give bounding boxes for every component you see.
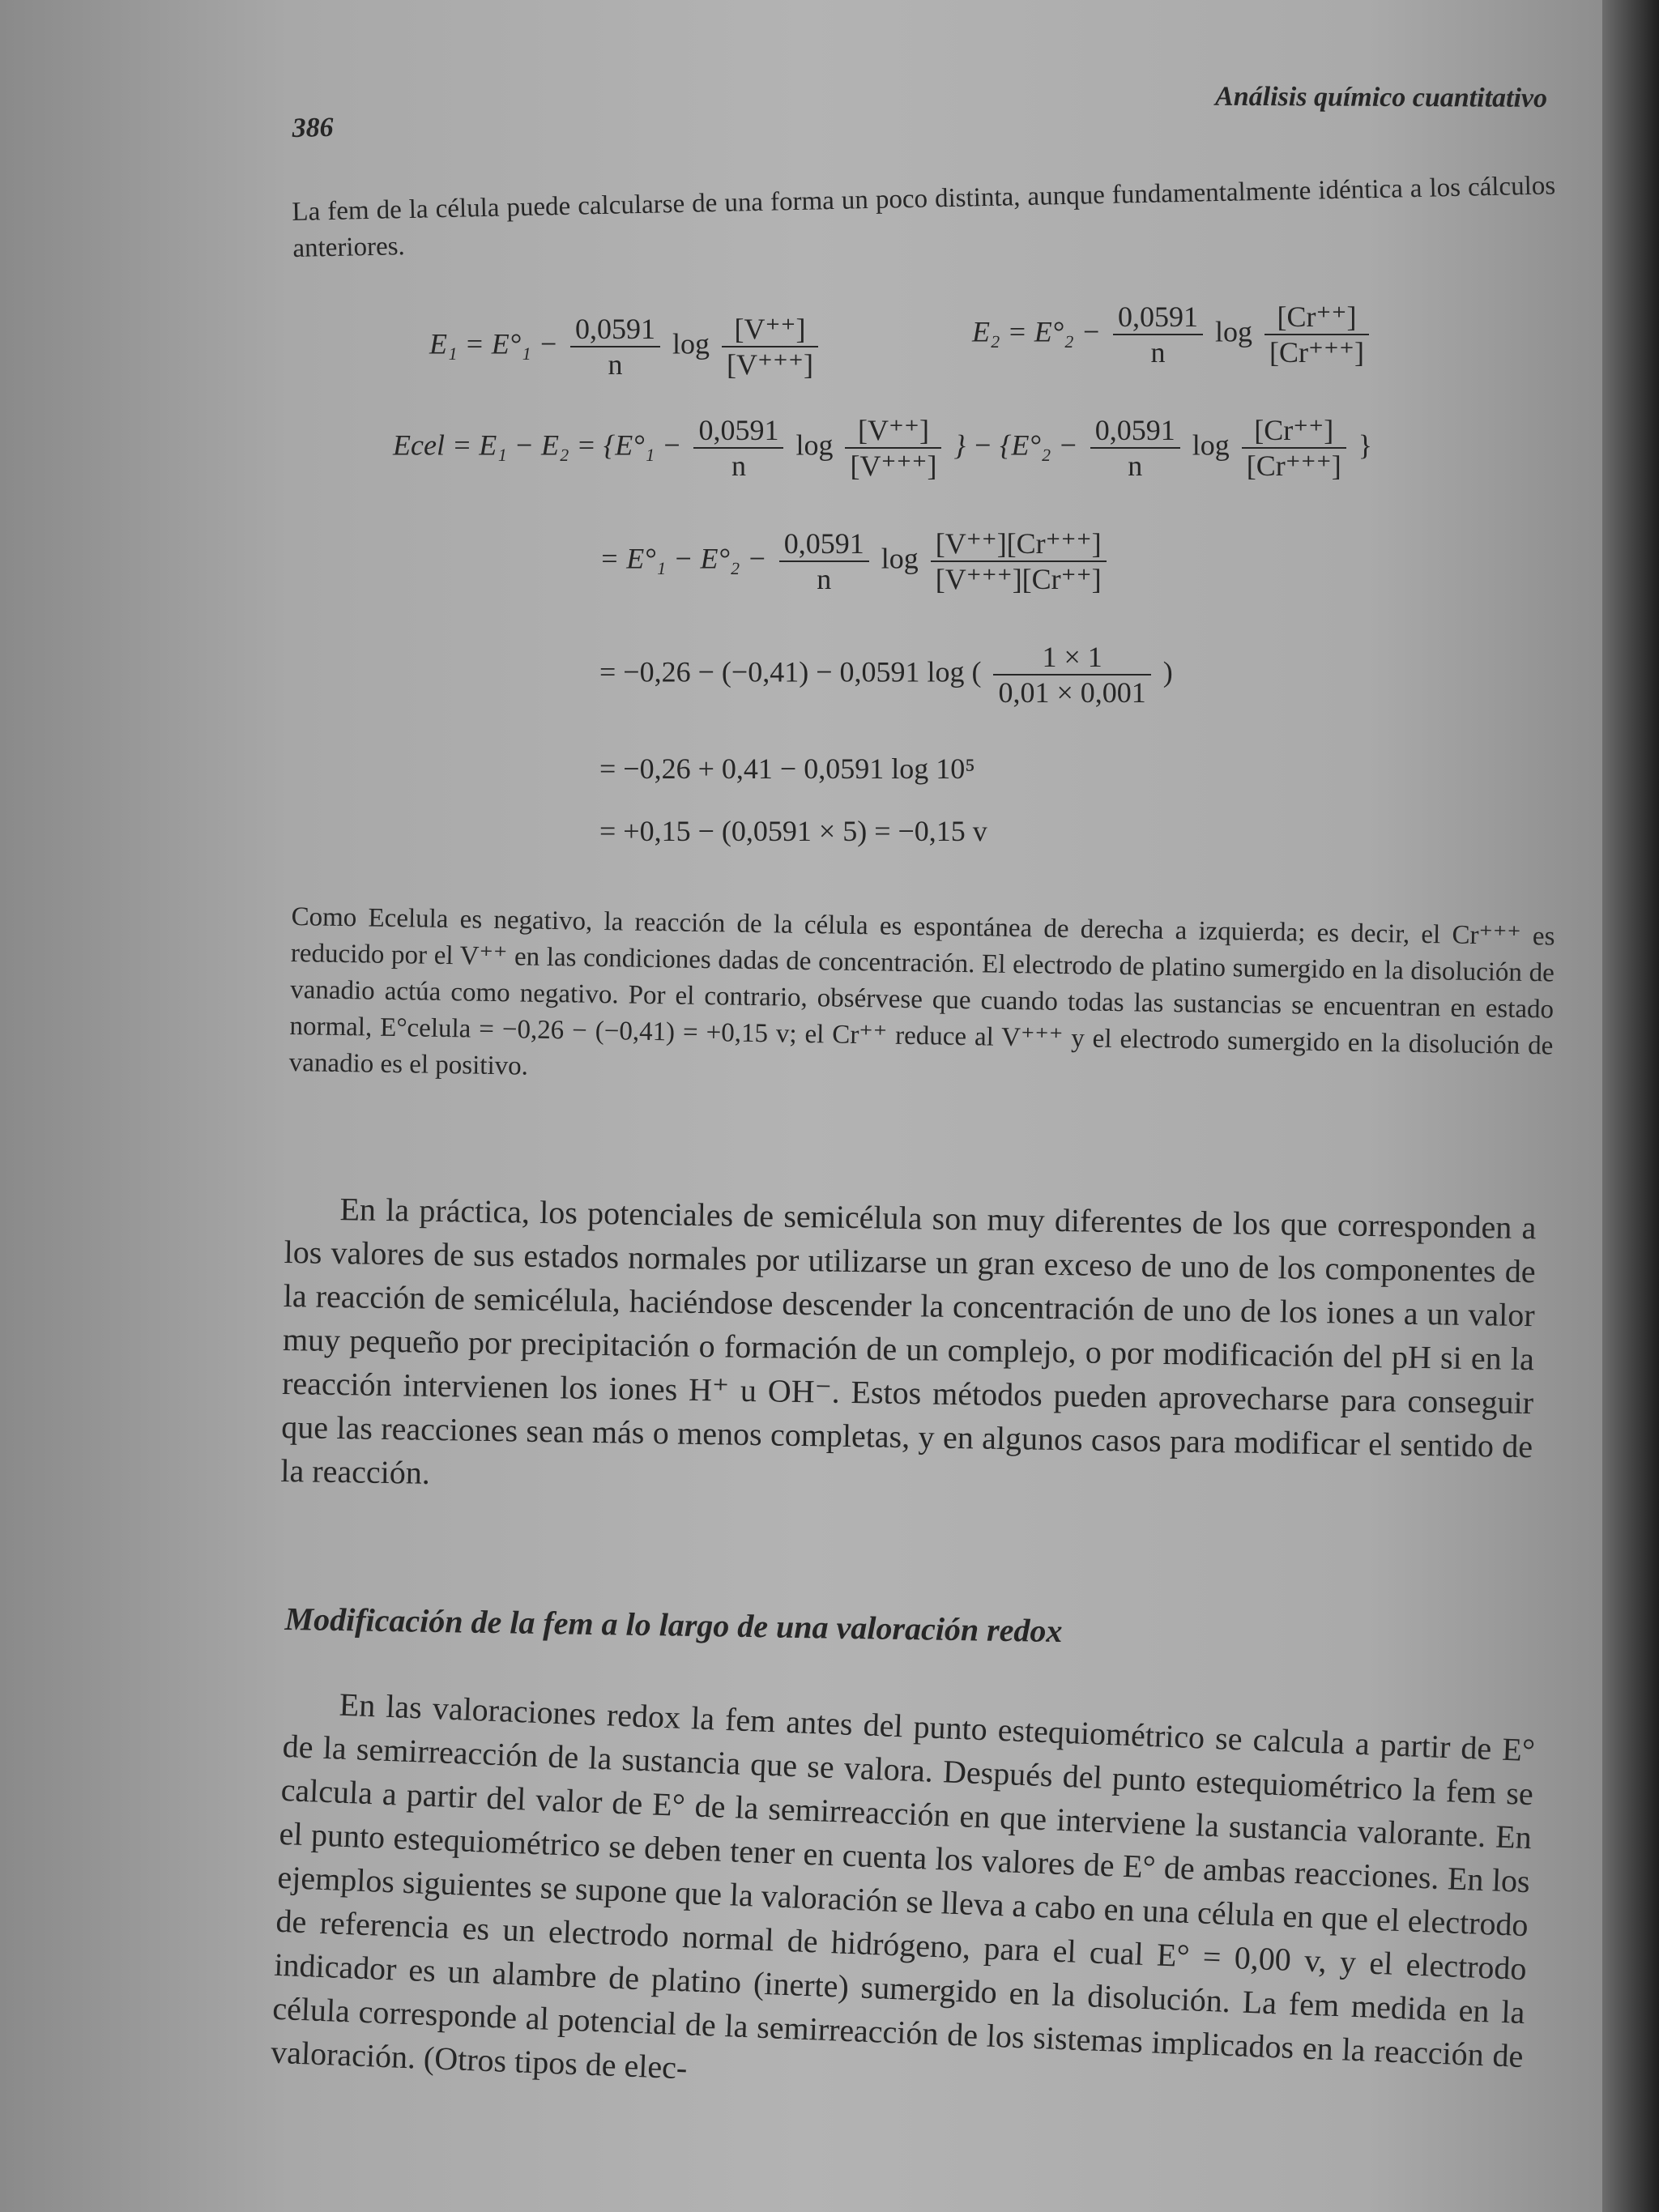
paragraph-practica: En la práctica, los potenciales de semicélula son muy diferentes de los que corresponden a los valores de sus estados normales por utilizarse un gran exceso de uno de los componentes de la reacción de semicélula, haciéndose descender la concentración de uno de los iones a un valor muy pequeño por precipitación o formación de un complejo, o por modificación del pH si en la reacción intervienen los iones H⁺ u OH⁻. Estos métodos pueden aprovecharse para conseguir que las reacciones sean más o menos completas, y en algunos casos para modificar el sentido de la reacción. xyxy=(280,1191,1537,1491)
e1-fraction: $\frac{[V^{++}]}{[V^{+++}]}$ xyxy=(722,312,818,381)
e1-coefficient: $\frac{0,0591}{n}$ xyxy=(570,312,660,381)
paragraph-valoraciones: En las valoraciones redox la fem antes del punto estequiométrico se calcula a partir de E° de la semirreacción de la sustancia que se valora. Después del punto estequiométrico la fem se calcula a partir del valor de E° de la semirreacción en que interviene la sustancia valorante. En el punto estequiométrico se deben tener en cuenta los valores de E° de ambas reacciones. En los ejemplos siguientes se supone que la valoración se lleva a cabo en una célula en que el electrodo de referencia es un electrodo normal de hidrógeno, para el cual E° = 0,00 v, y el electrodo indicador es un alambre de platino (inerte) sumergido en la disolución. La fem medida en la célula corresponde al potencial de la semirreacción de los sistemas implicados en la reacción de valoración. (Otros tipos de elec- xyxy=(270,1686,1536,2086)
equation-step-2: = −0,26 − (−0,41) − 0,0591 log ( $\frac{1 \times 1}{0,01 \times 0,001}$ ) xyxy=(599,641,1173,709)
paragraph-como: Como Ecelula es negativo, la reacción de la célula es espontánea de derecha a izquierda; es decir, el Cr⁺⁺⁺ es reducido por el V⁺⁺ en las condiciones dadas de concentración. El electrodo de platino sumergido en la disolución de vanadio actúa como negativo. Por el contrario, obsérvese que cuando todas las sustancias se encuentran en estado normal, E°celula = −0,26 − (−0,41) = +0,15 v; el Cr⁺⁺ reduce al V⁺⁺⁺ y el electrodo sumergido en la disolución de vanadio es el positivo. xyxy=(288,901,1555,1081)
equation-step-3: = −0,26 + 0,41 − 0,0591 log 10⁵ xyxy=(599,752,975,785)
equation-step-1: = E°₁ − E°₂ − $\frac{0,0591}{n}$ log $\frac{[V^{++}][Cr^{+++}]}{[V^{+++}][Cr^{++}]}$ xyxy=(599,526,1111,596)
e2-lhs: E₂ = E°₂ − xyxy=(972,315,1101,348)
e2-coefficient: $\frac{0,0591}{n}$ xyxy=(1113,300,1203,369)
running-title: Análisis químico cuantitativo xyxy=(1215,81,1548,113)
equation-e1: E₁ = E°₁ − $\frac{0,0591}{n}$ log $\frac{[V^{++}]}{[V^{+++}]}$ xyxy=(429,312,823,381)
equation-e2: E₂ = E°₂ − $\frac{0,0591}{n}$ log $\frac{[Cr^{++}]}{[Cr^{+++}]}$ xyxy=(972,300,1374,369)
e2-fraction: $\frac{[Cr^{++}]}{[Cr^{+++}]}$ xyxy=(1265,300,1369,369)
e1-lhs: E₁ = E°₁ − xyxy=(429,327,558,360)
book-gutter xyxy=(1602,0,1659,2212)
intro-paragraph: La fem de la célula puede calcularse de una forma un poco distinta, aunque fundamentalmente idéntica a los cálculos anteriores. xyxy=(292,171,1556,263)
equation-ecel: Ecel = E₁ − E₂ = {E°₁ − $\frac{0,0591}{n}$ log $\frac{[V^{++}]}{[V^{+++}]}$ } − {E°₂ − $\frac{0,0591}{n}$ log $\frac{[Cr^{++}]}{[Cr^{+++}]}$ } xyxy=(393,414,1372,482)
page-number: 386 xyxy=(292,112,334,143)
equation-step-4: = +0,15 − (0,0591 × 5) = −0,15 v xyxy=(599,815,987,847)
section-heading: Modificación de la fem a lo largo de una valoración redox xyxy=(284,1600,1063,1650)
